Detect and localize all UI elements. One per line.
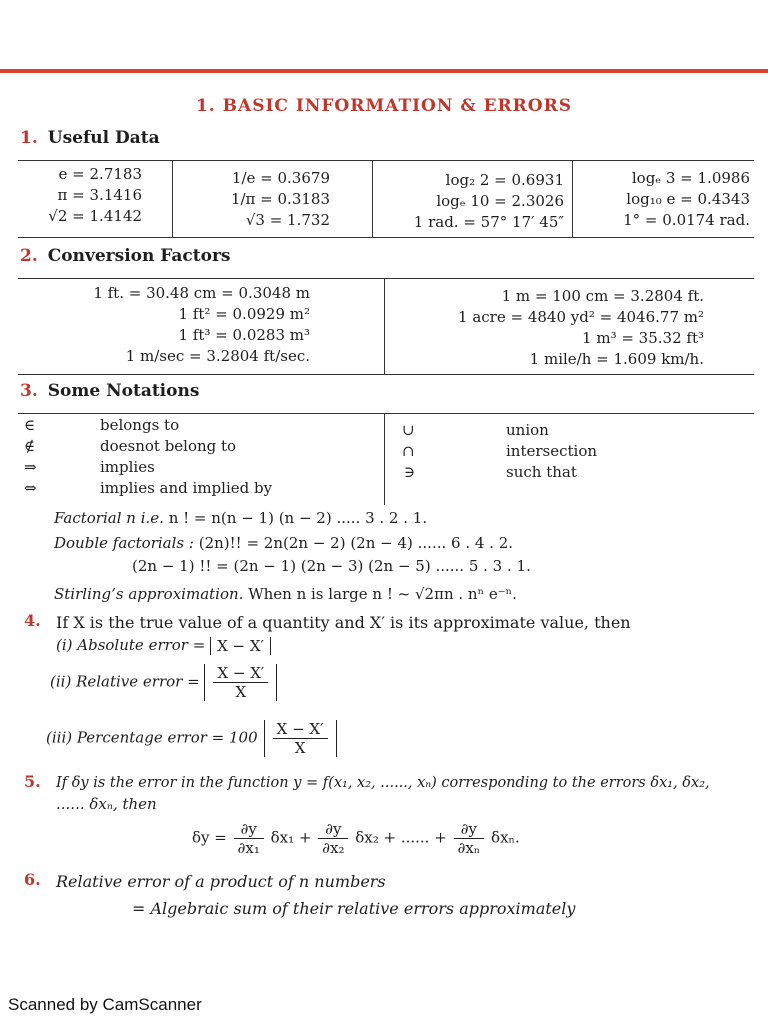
fraction-numerator: X − X′	[213, 664, 268, 683]
useful-data-col1	[20, 164, 142, 227]
item5-line2: ...... δxₙ, then	[56, 795, 157, 813]
data-value: 1/π = 0.3183	[230, 190, 330, 208]
fraction-numerator: ∂y	[318, 820, 348, 839]
table-divider	[384, 278, 385, 374]
data-value: log₁₀ e = 0.4343	[626, 190, 750, 208]
section-number: 1.	[20, 128, 38, 148]
fraction-numerator: X − X′	[273, 720, 328, 739]
conversion-value: 1 m = 100 cm = 3.2804 ft.	[501, 287, 704, 305]
fraction-denominator: X	[235, 683, 247, 701]
formula-lhs: δy =	[192, 828, 232, 847]
fraction-numerator: ∂y	[454, 820, 485, 839]
notation-text: such that	[506, 463, 577, 481]
error-propagation-formula	[192, 820, 520, 857]
partial-fraction	[454, 820, 485, 857]
double-factorial-expr: (2n)!! = 2n(2n − 2) (2n − 4) ...... 6 . 4 . 2.	[193, 534, 514, 552]
notation-text: belongs to	[100, 416, 180, 434]
conversion-value: 1 mile/h = 1.609 km/h.	[529, 350, 704, 368]
notation-text: doesnot belong to	[100, 437, 237, 455]
item4-intro: If X is the true value of a quantity and X′ is its approximate value, then	[56, 613, 631, 632]
conversion-value: 1 m³ = 35.32 ft³	[582, 329, 704, 347]
iff-icon: ⇔	[24, 479, 37, 497]
notation-text: intersection	[506, 442, 598, 460]
notation-text: union	[506, 421, 549, 439]
absolute-error-expr: X − X′	[210, 637, 271, 655]
table-divider	[384, 413, 385, 505]
notation-text: implies and implied by	[100, 479, 273, 497]
section-title: Useful Data	[47, 128, 160, 148]
double-factorial-label: Double factorials :	[54, 534, 194, 552]
item6-line1: Relative error of a product of n numbers	[56, 872, 386, 891]
factorial-line	[54, 509, 427, 527]
item-number: 6.	[24, 870, 41, 889]
table-rule	[18, 160, 754, 161]
conversion-value: 1 acre = 4840 yd² = 4046.77 m²	[458, 308, 704, 326]
fraction-numerator: ∂y	[234, 820, 264, 839]
useful-data-col3	[378, 170, 564, 233]
data-value: √3 = 1.732	[245, 211, 330, 229]
conversion-value: 1 ft. = 30.48 cm = 0.3048 m	[93, 284, 310, 302]
conversion-value: 1 m/sec = 3.2804 ft/sec.	[125, 347, 310, 365]
section-3-heading	[20, 381, 199, 401]
data-value: 1/e = 0.3679	[231, 169, 330, 187]
fraction-denominator: ∂x₁	[237, 839, 260, 857]
data-value: e = 2.7183	[58, 165, 142, 183]
table-rule	[18, 278, 754, 279]
fraction-denominator: ∂x₂	[322, 839, 345, 857]
element-of-icon: ∈	[24, 416, 36, 434]
partial-fraction	[234, 820, 264, 857]
relative-error-label: (ii) Relative error =	[50, 672, 205, 691]
percentage-error-fraction	[273, 720, 328, 757]
table-divider	[172, 160, 173, 237]
factorial-label: Factorial n i.e.	[54, 509, 164, 527]
table-rule	[18, 413, 754, 414]
formula-term: δx₁ +	[265, 828, 317, 847]
item-number: 4.	[24, 611, 41, 630]
data-value: log₂ 2 = 0.6931	[445, 171, 564, 189]
union-icon: ∪	[402, 421, 415, 439]
section-title: Conversion Factors	[47, 246, 231, 266]
top-rule	[0, 69, 768, 73]
stirling-label: Stirling’s approximation.	[54, 585, 244, 603]
relative-error-fraction	[213, 664, 268, 701]
section-2-heading	[20, 246, 231, 266]
relative-error-abs	[204, 664, 277, 701]
section-number: 2.	[20, 246, 38, 266]
intersection-icon: ∩	[402, 442, 415, 460]
percentage-error-line	[46, 720, 337, 757]
such-that-icon: ∋	[404, 463, 416, 481]
data-value: √2 = 1.4142	[48, 207, 142, 225]
fraction-denominator: X	[294, 739, 306, 757]
data-value: logₑ 3 = 1.0986	[631, 169, 750, 187]
conversion-value: 1 ft² = 0.0929 m²	[178, 305, 310, 323]
section-title: Some Notations	[47, 381, 200, 401]
percentage-error-abs	[264, 720, 337, 757]
data-value: 1 rad. = 57° 17′ 45″	[413, 213, 564, 231]
formula-term: δx₂ + ...... +	[350, 828, 452, 847]
item6-line2: = Algebraic sum of their relative errors approximately	[132, 899, 576, 918]
formula-term: δxₙ.	[486, 828, 520, 847]
absolute-error-label: (i) Absolute error =	[56, 636, 211, 654]
section-1-heading	[20, 128, 160, 148]
chapter-title: 1. BASIC INFORMATION & ERRORS	[195, 96, 573, 116]
data-value: π = 3.1416	[57, 186, 142, 204]
conversion-value: 1 ft³ = 0.0283 m³	[178, 326, 310, 344]
scanner-watermark: Scanned by CamScanner	[8, 995, 202, 1014]
table-divider	[372, 160, 373, 237]
notation-text: implies	[100, 458, 155, 476]
fraction-denominator: ∂xₙ	[457, 839, 481, 857]
table-rule	[18, 374, 754, 375]
factorial-expr: n ! = n(n − 1) (n − 2) ..... 3 . 2 . 1.	[163, 509, 428, 527]
relative-error-line	[50, 664, 277, 701]
section-number: 3.	[20, 381, 38, 401]
table-divider	[572, 160, 573, 237]
data-value: 1° = 0.0174 rad.	[623, 211, 750, 229]
absolute-error-line	[56, 636, 271, 655]
table-rule	[18, 237, 754, 238]
double-factorial-line	[54, 534, 513, 552]
item-number: 5.	[24, 772, 41, 791]
item5-line1: If δy is the error in the function y = f(x₁, x₂, ......, xₙ) corresponding to the errors δx₁, δx₂,	[56, 775, 710, 791]
odd-double-factorial-line: (2n − 1) !! = (2n − 1) (2n − 3) (2n − 5) ...... 5 . 3 . 1.	[132, 557, 531, 575]
data-value: logₑ 10 = 2.3026	[436, 192, 564, 210]
conversion-left	[20, 283, 310, 367]
not-element-of-icon: ∉	[24, 437, 36, 455]
conversion-right	[392, 286, 704, 370]
partial-fraction	[318, 820, 348, 857]
implies-icon: ⇒	[24, 458, 37, 476]
stirling-line	[54, 585, 517, 603]
useful-data-col2	[180, 168, 330, 231]
useful-data-col4	[578, 168, 750, 231]
percentage-error-label: (iii) Percentage error = 100	[46, 728, 258, 747]
stirling-expr: When n is large n ! ~ √2πn . nⁿ e⁻ⁿ.	[243, 585, 517, 603]
